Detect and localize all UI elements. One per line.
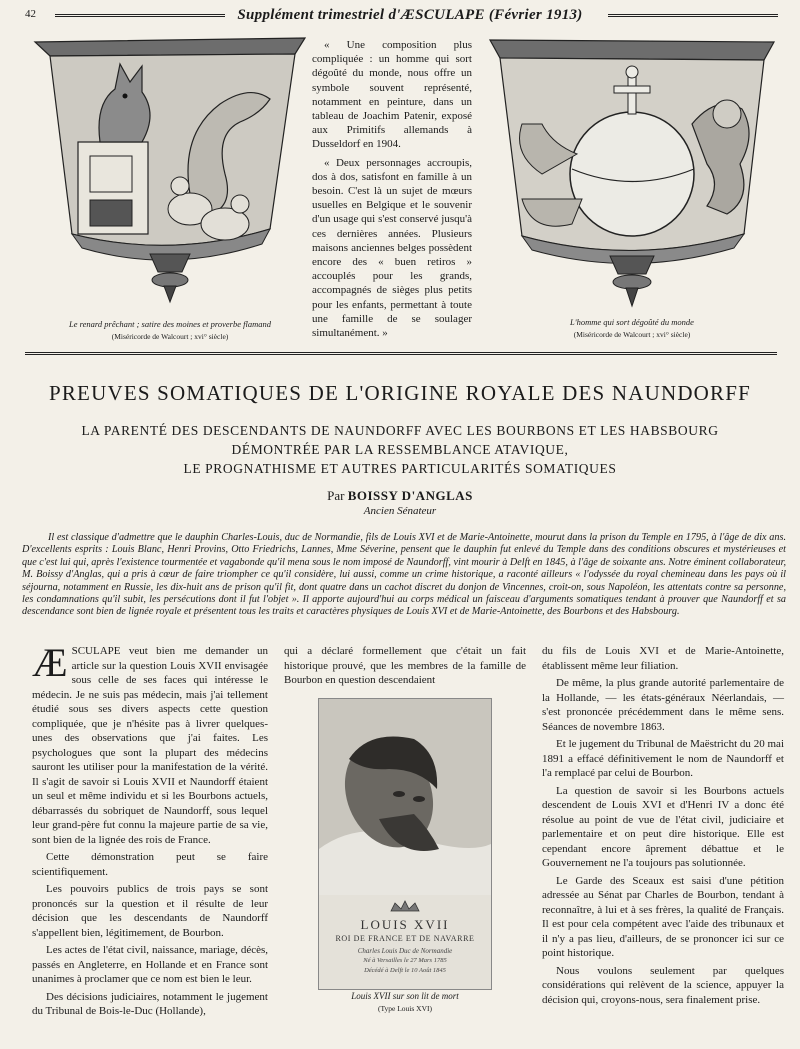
article-subtitle	[40, 421, 760, 478]
body-paragraph: SCULAPE veut bien me demander un article sur la question Louis XVII envisagée sous celle de ses faces qui intéresse le médecin. Je ne suis pas médecin, mais j'ai tellement étudié sous ses divers aspects cette question compliquée, que je n'hésite pas à livrer quelques-unes des observations que j'ai faites. Les psychologues que sont la plupart des médecins sauront les utiliser pour la manifestation de la vérité. Il s'agit de savoir si Louis XVII et Naundorff étaient un seul et même individu et si les Bourbons actuels, débarrassés du sobriquet de Naundorff, sous lequel leur grand-père fut connu la majeure partie de sa vie, sont bien de la lignée des rois de France.	[32, 645, 268, 846]
subtitle-line: LA PARENTÉ DES DESCENDANTS DE NAUNDORFF AVEC LES BOURBONS ET LES HABSBOURG	[81, 423, 719, 438]
running-title: Supplément trimestriel d'ÆSCULAPE (Février 1913)	[237, 7, 583, 23]
byline-prefix: Par	[327, 488, 345, 503]
body-paragraph: La question de savoir si les Bourbons actuels descendent de Louis XVI et d'Henri IV a donc été résolue au point de vue de l'état civil, judiciaire et parlementaire et on peut dire historique. Elle est cependant encore âprement débattue et le Gouvernement ne l'a toujours pas solutionnée.	[542, 784, 784, 869]
header-rule-right	[608, 14, 778, 17]
author-status: Ancien Sénateur	[363, 505, 437, 517]
right-figure-caption: L'homme qui sort dégoûté du monde	[570, 317, 694, 327]
byline	[0, 488, 800, 504]
body-column-1	[32, 640, 268, 1022]
left-figure-caption: Le renard prêchant ; satire des moines et proverbe flamand	[69, 319, 271, 329]
body-paragraph: Cette démonstration peut se faire scientifiquement.	[32, 851, 268, 878]
header-rule-left	[55, 14, 225, 17]
top-paragraph: « Une composition plus compliquée : un homme qui sort dégoûté du monde, nous offre un symbole souvent représenté, notamment en peinture, dans un tableau de Joachim Patenir, exposé aux Primitifs allemands à Dusseldorf en 1904.	[312, 39, 472, 151]
portrait-subtitle: ROI DE FRANCE ET DE NAVARRE	[335, 934, 475, 943]
body-paragraph: Des décisions judiciaires, notamment le jugement du Tribunal de Bois-le-Duc (Hollande),	[32, 990, 268, 1017]
top-text-column	[312, 38, 472, 344]
article-intro: Il est classique d'admettre que le dauphin Charles-Louis, duc de Normandie, fils de Louis XVI et de Marie-Antoinette, mourut dans la prison du Temple en 1795, à l'âge de dix ans. D'excellents esprits : Louis Blanc, Henri Provins, Otto Friedrichs, Lannes, Mme Séverine, pensent que le dauphin fut enlevé du Temple dans des conditions obscures et mystérieuses et que c'est lui qui, après l'existence tourmentée et vagabonde qu'il mena sous le nom imposé de Naundorff, vint mourir à Delft en 1845, à l'âge de soixante ans. Notre éminent collaborateur, M. Boissy d'Anglas, qui a pris à cœur de faire triompher ce qu'il considère, lui aussi, comme un crime historique, a raconté ailleurs « l'odyssée du royal chemineau dans les pays où il séjourna, notamment en Russie, les dix-huit ans de prison qu'il fit, dont quatre dans un cachot discret du donjon de Vincennes, croit-on, sous Napoléon, les attentats contre sa personne, les condamnations qu'il subit, les persécutions dont il fut l'objet ». Il apporte aujourd'hui au corps médical un faisceau d'arguments somatiques tendant à prouver que Naundorff et sa descendance sont bien de lignée royale et présentent tous les traits et caractères physiques de Louis XVI et de Marie-Antoinette, des Bourbons et des Habsbourg.	[22, 532, 786, 618]
portrait-inscription-panel	[319, 895, 491, 989]
body-paragraph: Les actes de l'état civil, naissance, mariage, décès, passés en Angleterre, en Hollande et en France sont unanimes à proclamer que ce nom est bien le leur.	[32, 944, 268, 985]
portrait-line: Décédé à Delft le 10 Août 1845	[364, 967, 446, 974]
body-paragraph: qui a déclaré formellement que c'était un fait historique prouvé, que les membres de la famille de Bourbon en question descendaient	[284, 645, 526, 686]
man-leaving-world-engraving	[482, 34, 782, 314]
subtitle-line: DÉMONTRÉE PAR LA RESSEMBLANCE ATAVIQUE,	[231, 442, 569, 457]
page-number: 42	[25, 8, 36, 20]
crown-icon	[387, 899, 423, 915]
body-paragraph: Les pouvoirs publics de trois pays se sont prononcés sur la question et il résulte de leur décision que les descendants de Naundorff s'appellent bien, légitimement, de Bourbon.	[32, 883, 268, 939]
body-paragraph: Nous voulons seulement par quelques considérations qui relèvent de la science, appuyer la décision qui, croyons-nous, sera finalement prise.	[542, 964, 784, 1006]
louis-xvii-portrait	[318, 698, 492, 990]
body-paragraph: Et le jugement du Tribunal de Maëstricht du 20 mai 1891 a effacé définitivement le nom de Naundorff et l'a remplacé par celui de Bourbon.	[542, 738, 784, 779]
right-figure-credit: (Miséricorde de Walcourt ; xvi° siècle)	[573, 330, 691, 339]
subtitle-line: LE PROGNATHISME ET AUTRES PARTICULARITÉS SOMATIQUES	[183, 461, 617, 476]
top-paragraph: « Deux personnages accroupis, dos à dos, satisfont en famille à un besoin. C'est là un sujet de mœurs usuelles en Belgique et le souvenir d'un usage qui s'est conservé jusqu'à ces dernières années. Plusieurs maisons anciennes belges possèdent encore des « buen retiros » accouplés pour les grands, accompagnés de sièges plus petits pour les enfants, permettant à toute une famille de se soulager simultanément. »	[312, 156, 472, 340]
body-paragraph: Le Garde des Sceaux est saisi d'une pétition adressée au Sénat par Charles de Bourbon, tendant à reconnaître, à lui et à ses frères, la qualité de Français. Il est pour cela compétent avec l'aide des tribunaux et il n'y a pas lieu, d'ailleurs, de se prononcer ici sur ce point historique.	[542, 874, 784, 959]
portrait-caption: Louis XVII sur son lit de mort	[351, 991, 459, 1001]
author-name: BOISSY D'ANGLAS	[347, 488, 473, 503]
portrait-line: Charles Louis Duc de Normandie	[357, 947, 453, 955]
portrait-line: Né à Versailles le 27 Mars 1785	[363, 957, 447, 964]
body-column-2	[284, 644, 526, 691]
fox-preaching-engraving	[30, 34, 310, 314]
portrait-title: LOUIS XVII	[360, 917, 450, 932]
left-figure-credit: (Miséricorde de Walcourt ; xvi° siècle)	[111, 332, 229, 341]
body-paragraph: De même, la plus grande autorité parlementaire de la Hollande, — les états-généraux Néerlandais, — s'est prononcée précédemment dans le même sens. Séances de novembre 1863.	[542, 677, 784, 733]
portrait-credit: (Type Louis XVI)	[377, 1004, 433, 1013]
body-column-3	[542, 644, 784, 1010]
drop-cap: Æ	[32, 640, 68, 685]
body-paragraph: du fils de Louis XVI et de Marie-Antoinette, établissent même leur filiation.	[542, 645, 784, 672]
section-divider	[25, 352, 777, 355]
article-title: PREUVES SOMATIQUES DE L'ORIGINE ROYALE DES NAUNDORFF	[48, 381, 752, 405]
